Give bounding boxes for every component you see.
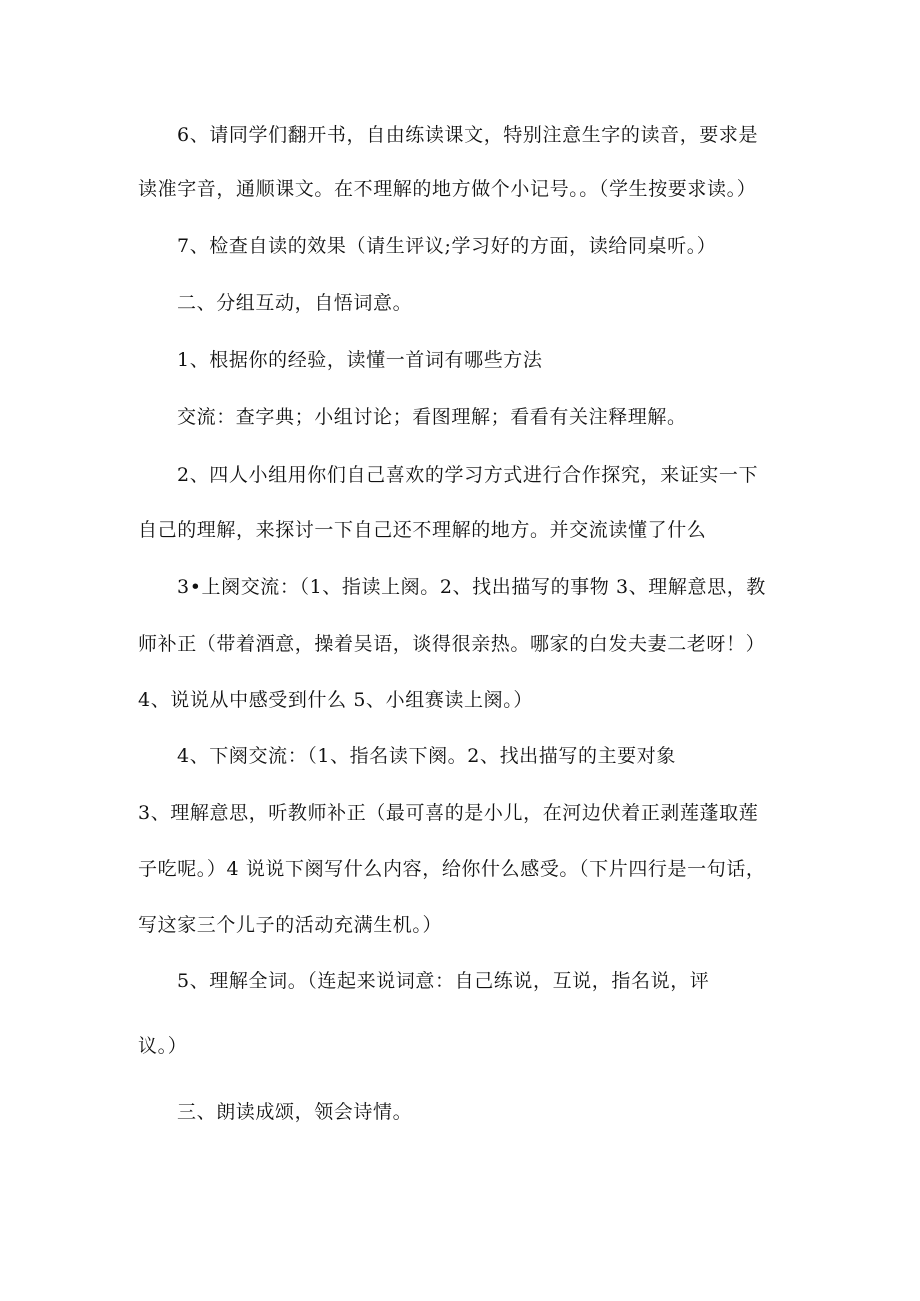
- paragraph-line: 4、说说从中感受到什么 5、小组赛读上阕。）: [138, 689, 533, 711]
- paragraph-line: 3•上阕交流：（1、指读上阕。2、找出描写的事物 3、理解意思，教: [177, 576, 766, 598]
- paragraph-line: 议。）: [138, 1035, 188, 1057]
- paragraph-line: 读准字音，通顺课文。在不理解的地方做个小记号。。（学生按要求读。）: [138, 178, 757, 200]
- paragraph-line: 2、四人小组用你们自己喜欢的学习方式进行合作探究，来证实一下: [177, 464, 759, 486]
- paragraph-line: 7、检查自读的效果（请生评议;学习好的方面，读给同桌听。）: [177, 235, 717, 257]
- paragraph-line: 3、理解意思，听教师补正（最可喜的是小儿，在河边伏着正剥莲蓬取莲: [138, 802, 759, 824]
- section-heading: 二、分组互动，自悟词意。: [177, 292, 413, 314]
- paragraph-line: 自己的理解，来探讨一下自己还不理解的地方。并交流读懂了什么: [138, 519, 707, 541]
- paragraph-line: 5、理解全词。（连起来说词意：自己练说，互说，指名说，评: [177, 970, 710, 992]
- paragraph-line: 6、请同学们翻开书，自由练读课文，特别注意生字的读音，要求是: [177, 124, 759, 146]
- paragraph-line: 1、根据你的经验，读懂一首词有哪些方法: [177, 349, 543, 371]
- paragraph-line: 师补正（带着酒意，操着吴语，谈得很亲热。哪家的白发夫妻二老呀！）: [138, 633, 766, 655]
- paragraph-line: 交流：查字典；小组讨论；看图理解；看看有关注释理解。: [177, 406, 687, 428]
- paragraph-line: 写这家三个儿子的活动充满生机。）: [138, 914, 443, 936]
- paragraph-line: 4、下阕交流：（1、指名读下阕。2、找出描写的主要对象: [177, 745, 676, 767]
- section-heading: 三、朗读成颂，领会诗情。: [177, 1101, 413, 1123]
- paragraph-line: 子吃呢。）4 说说下阕写什么内容，给你什么感受。（下片四行是一句话，: [138, 858, 766, 880]
